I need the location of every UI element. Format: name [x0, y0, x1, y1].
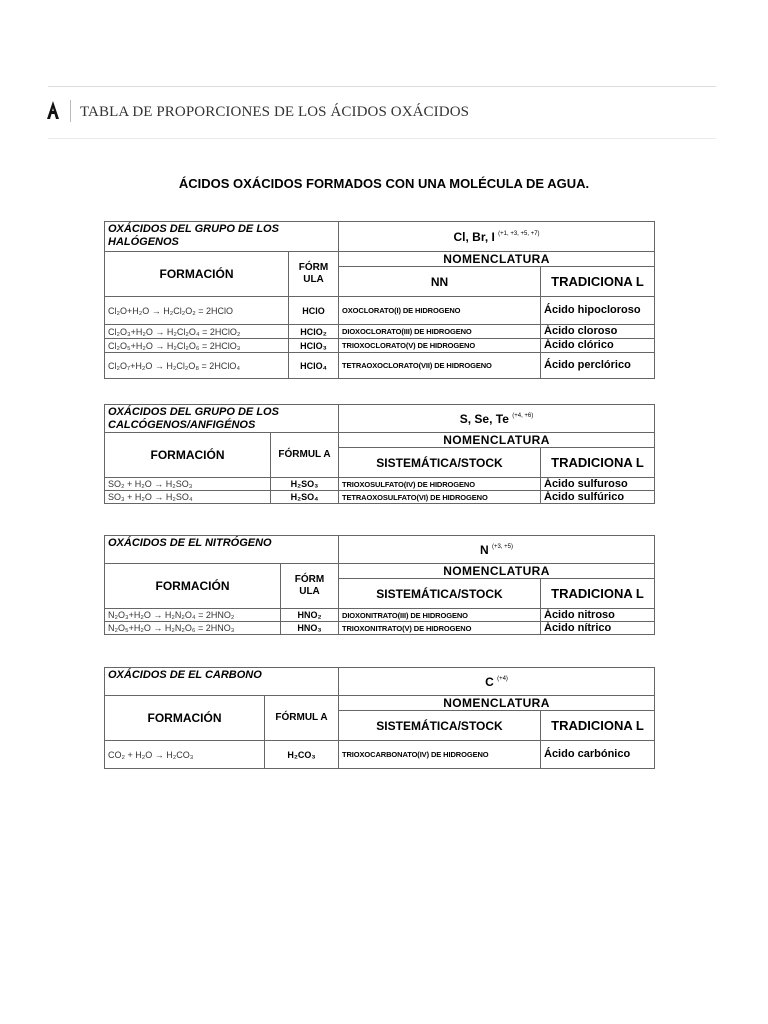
traditional-cell: Ácido sulfúrico — [541, 491, 655, 504]
systematic-cell: DIOXONITRATO(III) DE HIDROGENO — [339, 609, 541, 622]
formula-cell: HClO — [289, 297, 339, 325]
formula-cell: HNO₃ — [281, 622, 339, 635]
col-header-traditional: TRADICIONA L — [541, 448, 655, 478]
systematic-cell: TRIOXOCARBONATO(IV) DE HIDROGENO — [339, 741, 541, 769]
col-header-formula: FÓRMUL A — [271, 433, 339, 478]
col-header-traditional: TRADICIONA L — [541, 267, 655, 297]
nomenclature-header: NOMENCLATURA — [339, 564, 655, 579]
formation-cell: N₂O₅+H₂O → H₂N₂O₆ = 2HNO₃ — [105, 622, 281, 635]
col-header-formula: FÓRMUL A — [265, 696, 339, 741]
traditional-cell: Ácido clórico — [541, 339, 655, 353]
formation-cell: SO₂ + H₂O → H₂SO₃ — [105, 478, 271, 491]
traditional-cell: Ácido carbónico — [541, 741, 655, 769]
col-header-systematic: SISTEMÁTICA/STOCK — [339, 711, 541, 741]
formula-cell: H₂SO₃ — [271, 478, 339, 491]
oxidation-states: (+3, +5) — [492, 543, 514, 550]
element-list: Cl, Br, I $^{(+1, +3, +5, +7)}$ — [339, 222, 655, 252]
traditional-cell: Ácido cloroso — [541, 325, 655, 339]
col-header-formation: FORMACIÓN — [105, 433, 271, 478]
systematic-cell: OXOCLORATO(I) DE HIDROGENO — [339, 297, 541, 325]
header-separator — [70, 100, 71, 122]
nomenclature-header: NOMENCLATURA — [339, 252, 655, 267]
formation-cell: Cl₂O₃+H₂O → H₂Cl₂O₄ = 2HClO₂ — [105, 325, 289, 339]
oxidation-states: (+4, +6) — [512, 412, 534, 419]
systematic-cell: TRIOXONITRATO(V) DE HIDROGENO — [339, 622, 541, 635]
main-heading: ÁCIDOS OXÁCIDOS FORMADOS CON UNA MOLÉCULA DE AGUA. — [178, 176, 590, 191]
table-row — [105, 622, 655, 635]
col-header-formula: FÓRM ULA — [281, 564, 339, 609]
group-title: OXÁCIDOS DEL GRUPO DE LOS HALÓGENOS — [105, 222, 339, 252]
formula-cell: HClO₃ — [289, 339, 339, 353]
formation-cell: N₂O₃+H₂O → H₂N₂O₄ = 2HNO₂ — [105, 609, 281, 622]
element-list: C $^{(+4)}$ — [339, 668, 655, 696]
formation-cell: Cl₂O₅+H₂O → H₂Cl₂O₆ = 2HClO₃ — [105, 339, 289, 353]
table-row — [105, 741, 655, 769]
col-header-formula: FÓRM ULA — [289, 252, 339, 297]
group-title: OXÁCIDOS DEL GRUPO DE LOS CALCÓGENOS/ANFIGÉNOS — [105, 405, 339, 433]
chalcogen-table — [104, 404, 655, 504]
col-header-traditional: TRADICIONA L — [541, 579, 655, 609]
nomenclature-header: NOMENCLATURA — [339, 696, 655, 711]
formula-cell: H₂SO₄ — [271, 491, 339, 504]
formula-cell: HClO₄ — [289, 353, 339, 379]
systematic-cell: TETRAOXOCLORATO(VII) DE HIDROGENO — [339, 353, 541, 379]
formula-cell: HNO₂ — [281, 609, 339, 622]
traditional-cell: Ácido nítrico — [541, 622, 655, 635]
traditional-cell: Ácido hipocloroso — [541, 297, 655, 325]
table-row — [105, 297, 655, 325]
formation-cell: Cl₂O+H₂O → H₂Cl₂O₂ = 2HClO — [105, 297, 289, 325]
nitrogen-table — [104, 535, 655, 635]
traditional-cell: Ácido nitroso — [541, 609, 655, 622]
systematic-cell: DIOXOCLORATO(III) DE HIDROGENO — [339, 325, 541, 339]
element-list: N $^{(+3, +5)}$ — [339, 536, 655, 564]
carbon-table — [104, 667, 655, 769]
table-row — [105, 353, 655, 379]
table-row — [105, 491, 655, 504]
formation-cell: Cl₂O₇+H₂O → H₂Cl₂O₈ = 2HClO₄ — [105, 353, 289, 379]
col-header-systematic: SISTEMÁTICA/STOCK — [339, 448, 541, 478]
systematic-cell: TRIOXOSULFATO(IV) DE HIDROGENO — [339, 478, 541, 491]
table-row — [105, 609, 655, 622]
col-header-systematic: NN — [339, 267, 541, 297]
col-header-traditional: TRADICIONA L — [541, 711, 655, 741]
document-title: TABLA DE PROPORCIONES DE LOS ÁCIDOS OXÁCIDOS — [80, 104, 470, 120]
formation-cell: SO₃ + H₂O → H₂SO₄ — [105, 491, 271, 504]
col-header-formation: FORMACIÓN — [105, 564, 281, 609]
traditional-cell: Ácido sulfuroso — [541, 478, 655, 491]
systematic-cell: TETRAOXOSULFATO(VI) DE HIDROGENO — [339, 491, 541, 504]
col-header-formation: FORMACIÓN — [105, 696, 265, 741]
oxidation-states: (+4) — [497, 675, 508, 682]
nomenclature-header: NOMENCLATURA — [339, 433, 655, 448]
systematic-cell: TRIOXOCLORATO(V) DE HIDROGENO — [339, 339, 541, 353]
halogen-table — [104, 221, 655, 379]
element-list: S, Se, Te $^{(+4, +6)}$ — [339, 405, 655, 433]
formula-cell: HClO₂ — [289, 325, 339, 339]
group-title: OXÁCIDOS DE EL CARBONO — [105, 668, 339, 696]
formula-cell: H₂CO₃ — [265, 741, 339, 769]
table-row — [105, 325, 655, 339]
col-header-systematic: SISTEMÁTICA/STOCK — [339, 579, 541, 609]
top-divider — [48, 86, 716, 87]
table-row — [105, 478, 655, 491]
col-header-formation: FORMACIÓN — [105, 252, 289, 297]
table-row — [105, 339, 655, 353]
oxidation-states: (+1, +3, +5, +7) — [498, 230, 540, 237]
bookmark-a-logo — [46, 100, 60, 120]
header-divider — [48, 138, 716, 139]
traditional-cell: Ácido perclórico — [541, 353, 655, 379]
group-title: OXÁCIDOS DE EL NITRÓGENO — [105, 536, 339, 564]
formation-cell: CO₂ + H₂O → H₂CO₃ — [105, 741, 265, 769]
